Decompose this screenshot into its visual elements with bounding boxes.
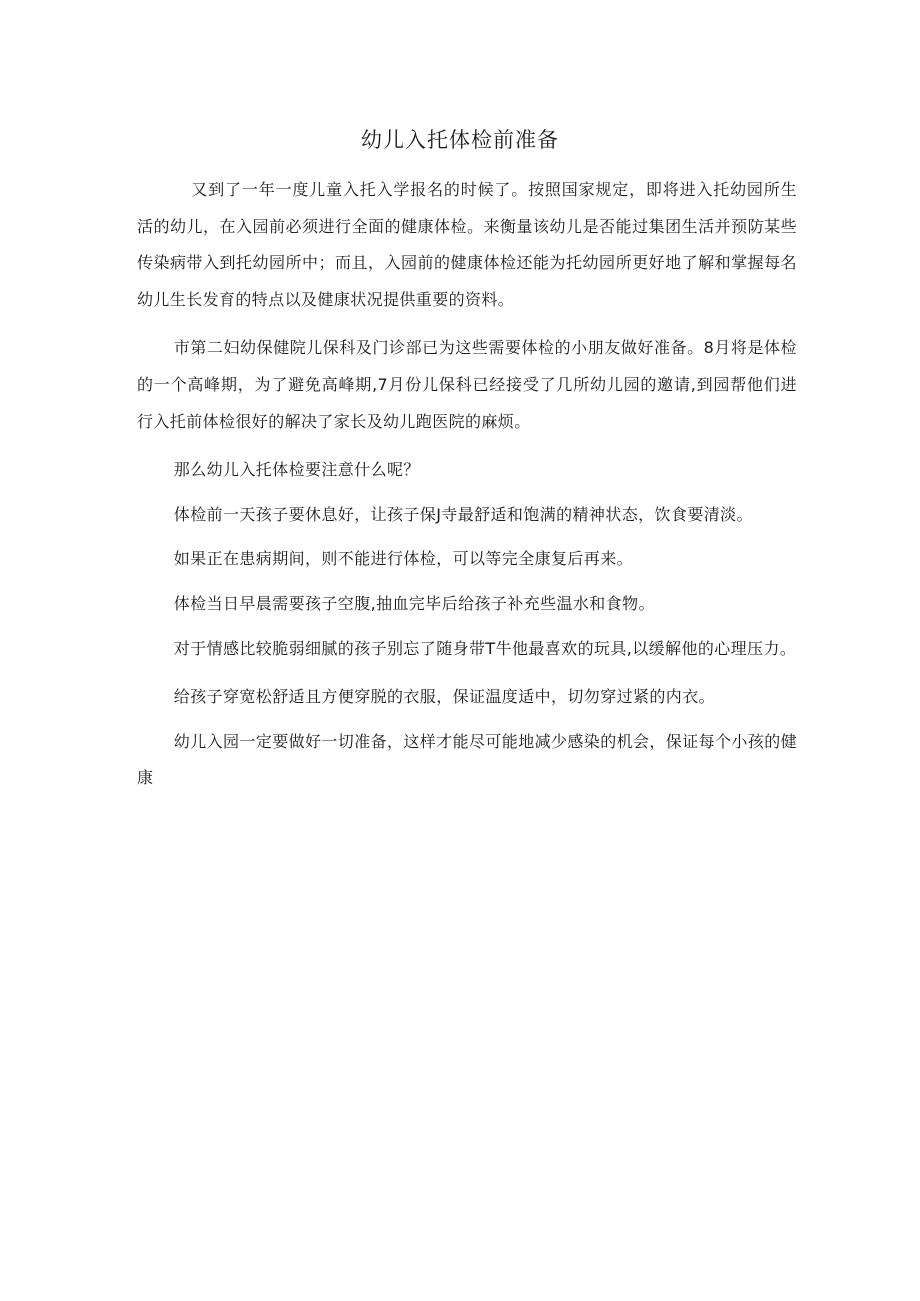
paragraph-conclusion: 幼儿入园一定要做好一切准备，这样才能尽可能地减少感染的机会，保证每个小孩的健康	[137, 731, 797, 788]
paragraph-tip-rest: 体检前一天孩子要休息好，让孩子保J寺最舒适和饱满的精神状态，饮食要清淡。	[173, 504, 753, 524]
paragraph-tip-clothing: 给孩子穿宽松舒适且方便穿脱的衣服，保证温度适中，切勿穿过紧的内衣。	[173, 687, 715, 707]
document-body	[137, 172, 797, 809]
paragraph-tip-illness: 如果正在患病期间，则不能进行体检，可以等完全康复后再来。	[173, 549, 633, 569]
paragraph-intro: 又到了一年一度儿童入托入学报名的时候了。按照国家规定，即将进入托幼园所生活的幼儿，在入园前必须进行全面的健康体检。来衡量该幼儿是否能过集团生活并预防某些传染病带入到托幼园所中；而且，入园前的健康体检还能为托幼园所更好地了解和掌握每名幼儿生长发育的特点以及健康状况提供重要的资料。	[137, 180, 797, 309]
paragraph-question: 那么幼儿入托体检要注意什么呢？	[173, 460, 420, 480]
document-title: 幼儿入托体检前准备	[361, 128, 559, 152]
paragraph-hospital-prep: 市第二妇幼保健院儿保科及门诊部已为这些需要体检的小朋友做好准备。8月将是体检的一个高峰期，为了避免高峰期,7月份儿保科已经接受了几所幼儿园的邀请,到园帮他们进行入托前体检很好的解决了家长及幼儿跑医院的麻烦。	[137, 338, 797, 431]
paragraph-tip-fasting: 体检当日早晨需要孩子空腹,抽血完毕后给孩子补充些温水和食物。	[173, 593, 655, 613]
paragraph-tip-toy: 对于情感比较脆弱细腻的孩子别忘了随身带T牛他最喜欢的玩具,以缓解他的心理压力。	[173, 638, 797, 658]
